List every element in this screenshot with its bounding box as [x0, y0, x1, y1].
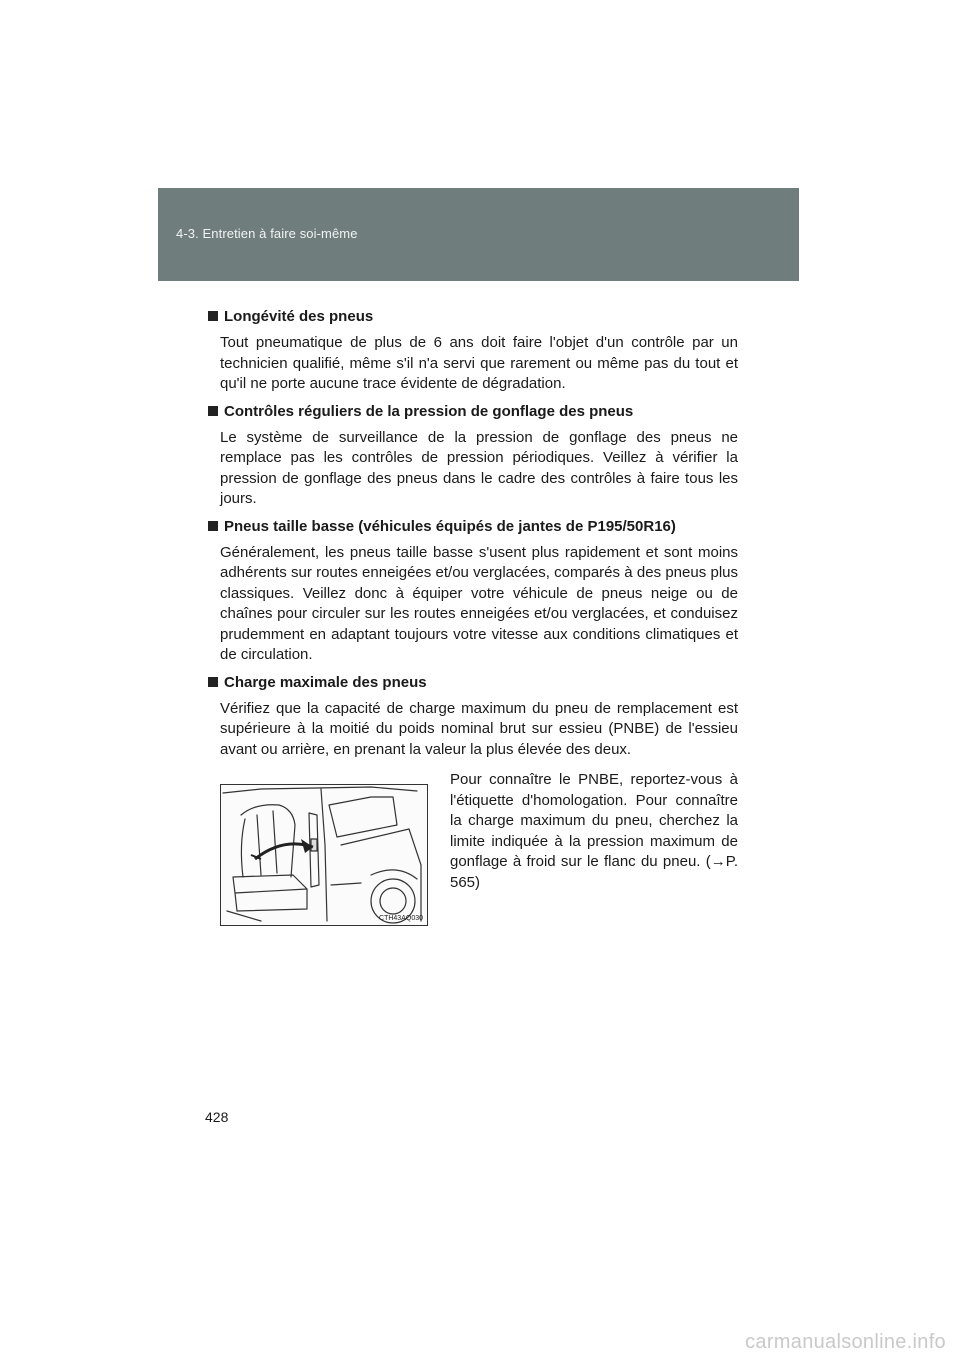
section-title: Contrôles réguliers de la pression de gonflage des pneus — [224, 402, 634, 420]
section-body: Le système de surveillance de la pression de gonflage des pneus ne remplace pas les contrôles de pression périodiques. Veillez à vérifier la pression de gonflage des pneus dans le cadre des contrôles à faire tous les jours. — [220, 428, 738, 507]
door-label-illustration — [220, 784, 428, 926]
page-content — [208, 306, 738, 930]
section-title: Longévité des pneus — [224, 308, 374, 325]
section-max-load — [208, 672, 738, 761]
square-bullet-icon — [208, 311, 218, 321]
watermark: carmanualsonline.info — [745, 1331, 946, 1353]
section-low-profile-tires — [208, 516, 738, 666]
car-door-illustration-icon — [221, 785, 427, 925]
square-bullet-icon — [208, 521, 218, 531]
section-body: Vérifiez que la capacité de charge maximum du pneu de remplacement est supérieure à la moitié du poids nominal brut sur essieu (PNBE) de l'essieu avant ou arrière, en prenant la valeur la plus élevée des deux. — [220, 699, 738, 758]
section-title: Pneus taille basse (véhicules équipés de jantes de P195/50R16) — [224, 517, 676, 535]
square-bullet-icon — [208, 677, 218, 687]
section-body: Généralement, les pneus taille basse s'usent plus rapidement et sont moins adhérents sur routes enneigées et/ou verglacées, comparés à des pneus plus classiques. Veillez donc à équiper votre véhicule de pneus neige ou de chaînes pour circuler sur les routes enneigées et/ou verglacées, et conduisez prudemment en adaptant toujours votre vitesse aux conditions climatiques et de circulation. — [220, 543, 738, 663]
chapter-header-band — [158, 188, 799, 281]
breadcrumb: 4-3. Entretien à faire soi-même — [176, 226, 358, 241]
section-pressure-checks — [208, 401, 738, 510]
section-tire-longevity — [208, 306, 738, 395]
section-body: Tout pneumatique de plus de 6 ans doit faire l'objet d'un contrôle par un technicien qualifié, même s'il n'a servi que rarement ou même pas du tout et qu'il ne porte aucune trace évidente de dégradation. — [220, 334, 738, 392]
figure-row — [208, 770, 738, 930]
square-bullet-icon — [208, 406, 218, 416]
figure-code: CTH43AQ030 — [379, 915, 423, 922]
figure-caption: Pour connaître le PNBE, reportez-vous à l'étiquette d'homologation. Pour connaître la charge maximum du pneu, cherchez la limite indiquée à la pression maximum de gonflage à froid sur le flanc du pneu. (→P. 565) — [450, 771, 738, 891]
section-title: Charge maximale des pneus — [224, 673, 427, 691]
page-number: 428 — [205, 1109, 229, 1125]
